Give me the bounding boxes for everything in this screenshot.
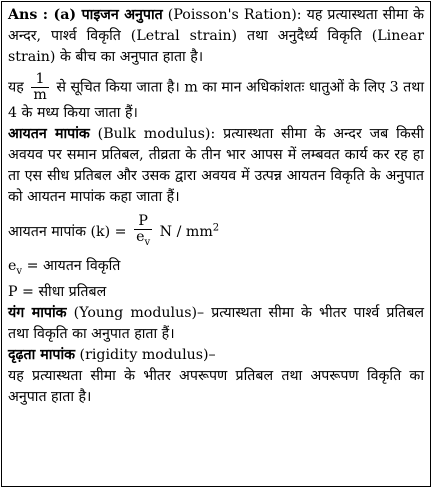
poisson-label: Ans : (a) पाइजन अनुपात: [8, 7, 163, 23]
poisson-value-text: से सूचित किया जाता है। m का मान अधिकांशतः धातुओं के लिए 3 तथा 4 के मध्य किया जाता हैं।: [8, 79, 424, 121]
young-paragraph: [8, 303, 424, 345]
rigidity-paragraph: यह प्रत्यास्थता सीमा के भीतर अपरूपण प्रतिबल तथा अपरूपण विकृति का अनुपात हाता है।: [8, 367, 424, 405]
formula-unit: N / $mm^2$: [159, 222, 220, 240]
bulk-paragraph: [8, 124, 424, 208]
formula-fraction: [134, 214, 152, 250]
ev-definition: $e_v$ = आयतन विकृति: [8, 257, 121, 277]
bulk-text: (Bulk modulus): प्रत्यास्थता सीमा के अन्दर जब किसी अवयव पर समान प्रतिबल, तीव्रता के तीन भार आपस में लम्बवत कार्य कर रह हा ता एस सीध प्रतिबल और उसक द्वारा अवयव में उत्पन्न आयतन विकृति के अनुपात को आयतन मापांक कहा जाता हैं।: [8, 126, 424, 205]
formula-denominator: $e_v$: [136, 229, 151, 248]
bulk-label: आयतन मापांक: [8, 126, 90, 142]
poisson-value-prefix: यह: [8, 79, 24, 96]
young-label: यंग मापांक: [8, 304, 67, 321]
p-definition: P = सीधा प्रतिबल: [8, 283, 107, 300]
formula-lhs: आयतन मापांक (k) =: [8, 223, 127, 240]
fraction-numerator: 1: [31, 72, 48, 88]
poisson-paragraph: [8, 5, 424, 68]
rigidity-label: दृढ़ता मापांक: [8, 346, 76, 363]
bulk-formula: [8, 214, 424, 250]
young-text: (Young modulus)– प्रत्यास्थता सीमा के भीतर पार्श्व प्रतिबल तथा विकृति का अनुपात हाता हैं।: [8, 304, 424, 342]
formula-numerator: P: [134, 214, 152, 230]
rigidity-heading: [8, 345, 424, 366]
poisson-text: (Poisson's Ration): यह प्रत्यास्थता सीमा के अन्दर, पार्श्व विकृति (Letral strain) तथा अनुदैर्ध्य विकृति (Linear strain) के बीच का अनुपात हाता है।: [8, 7, 424, 65]
rigidity-text: (rigidity modulus)–: [79, 346, 216, 363]
one-over-m-fraction: [31, 72, 48, 103]
poisson-value-paragraph: [8, 72, 424, 124]
fraction-denominator: m: [33, 87, 47, 103]
answer-box: [1, 1, 431, 487]
